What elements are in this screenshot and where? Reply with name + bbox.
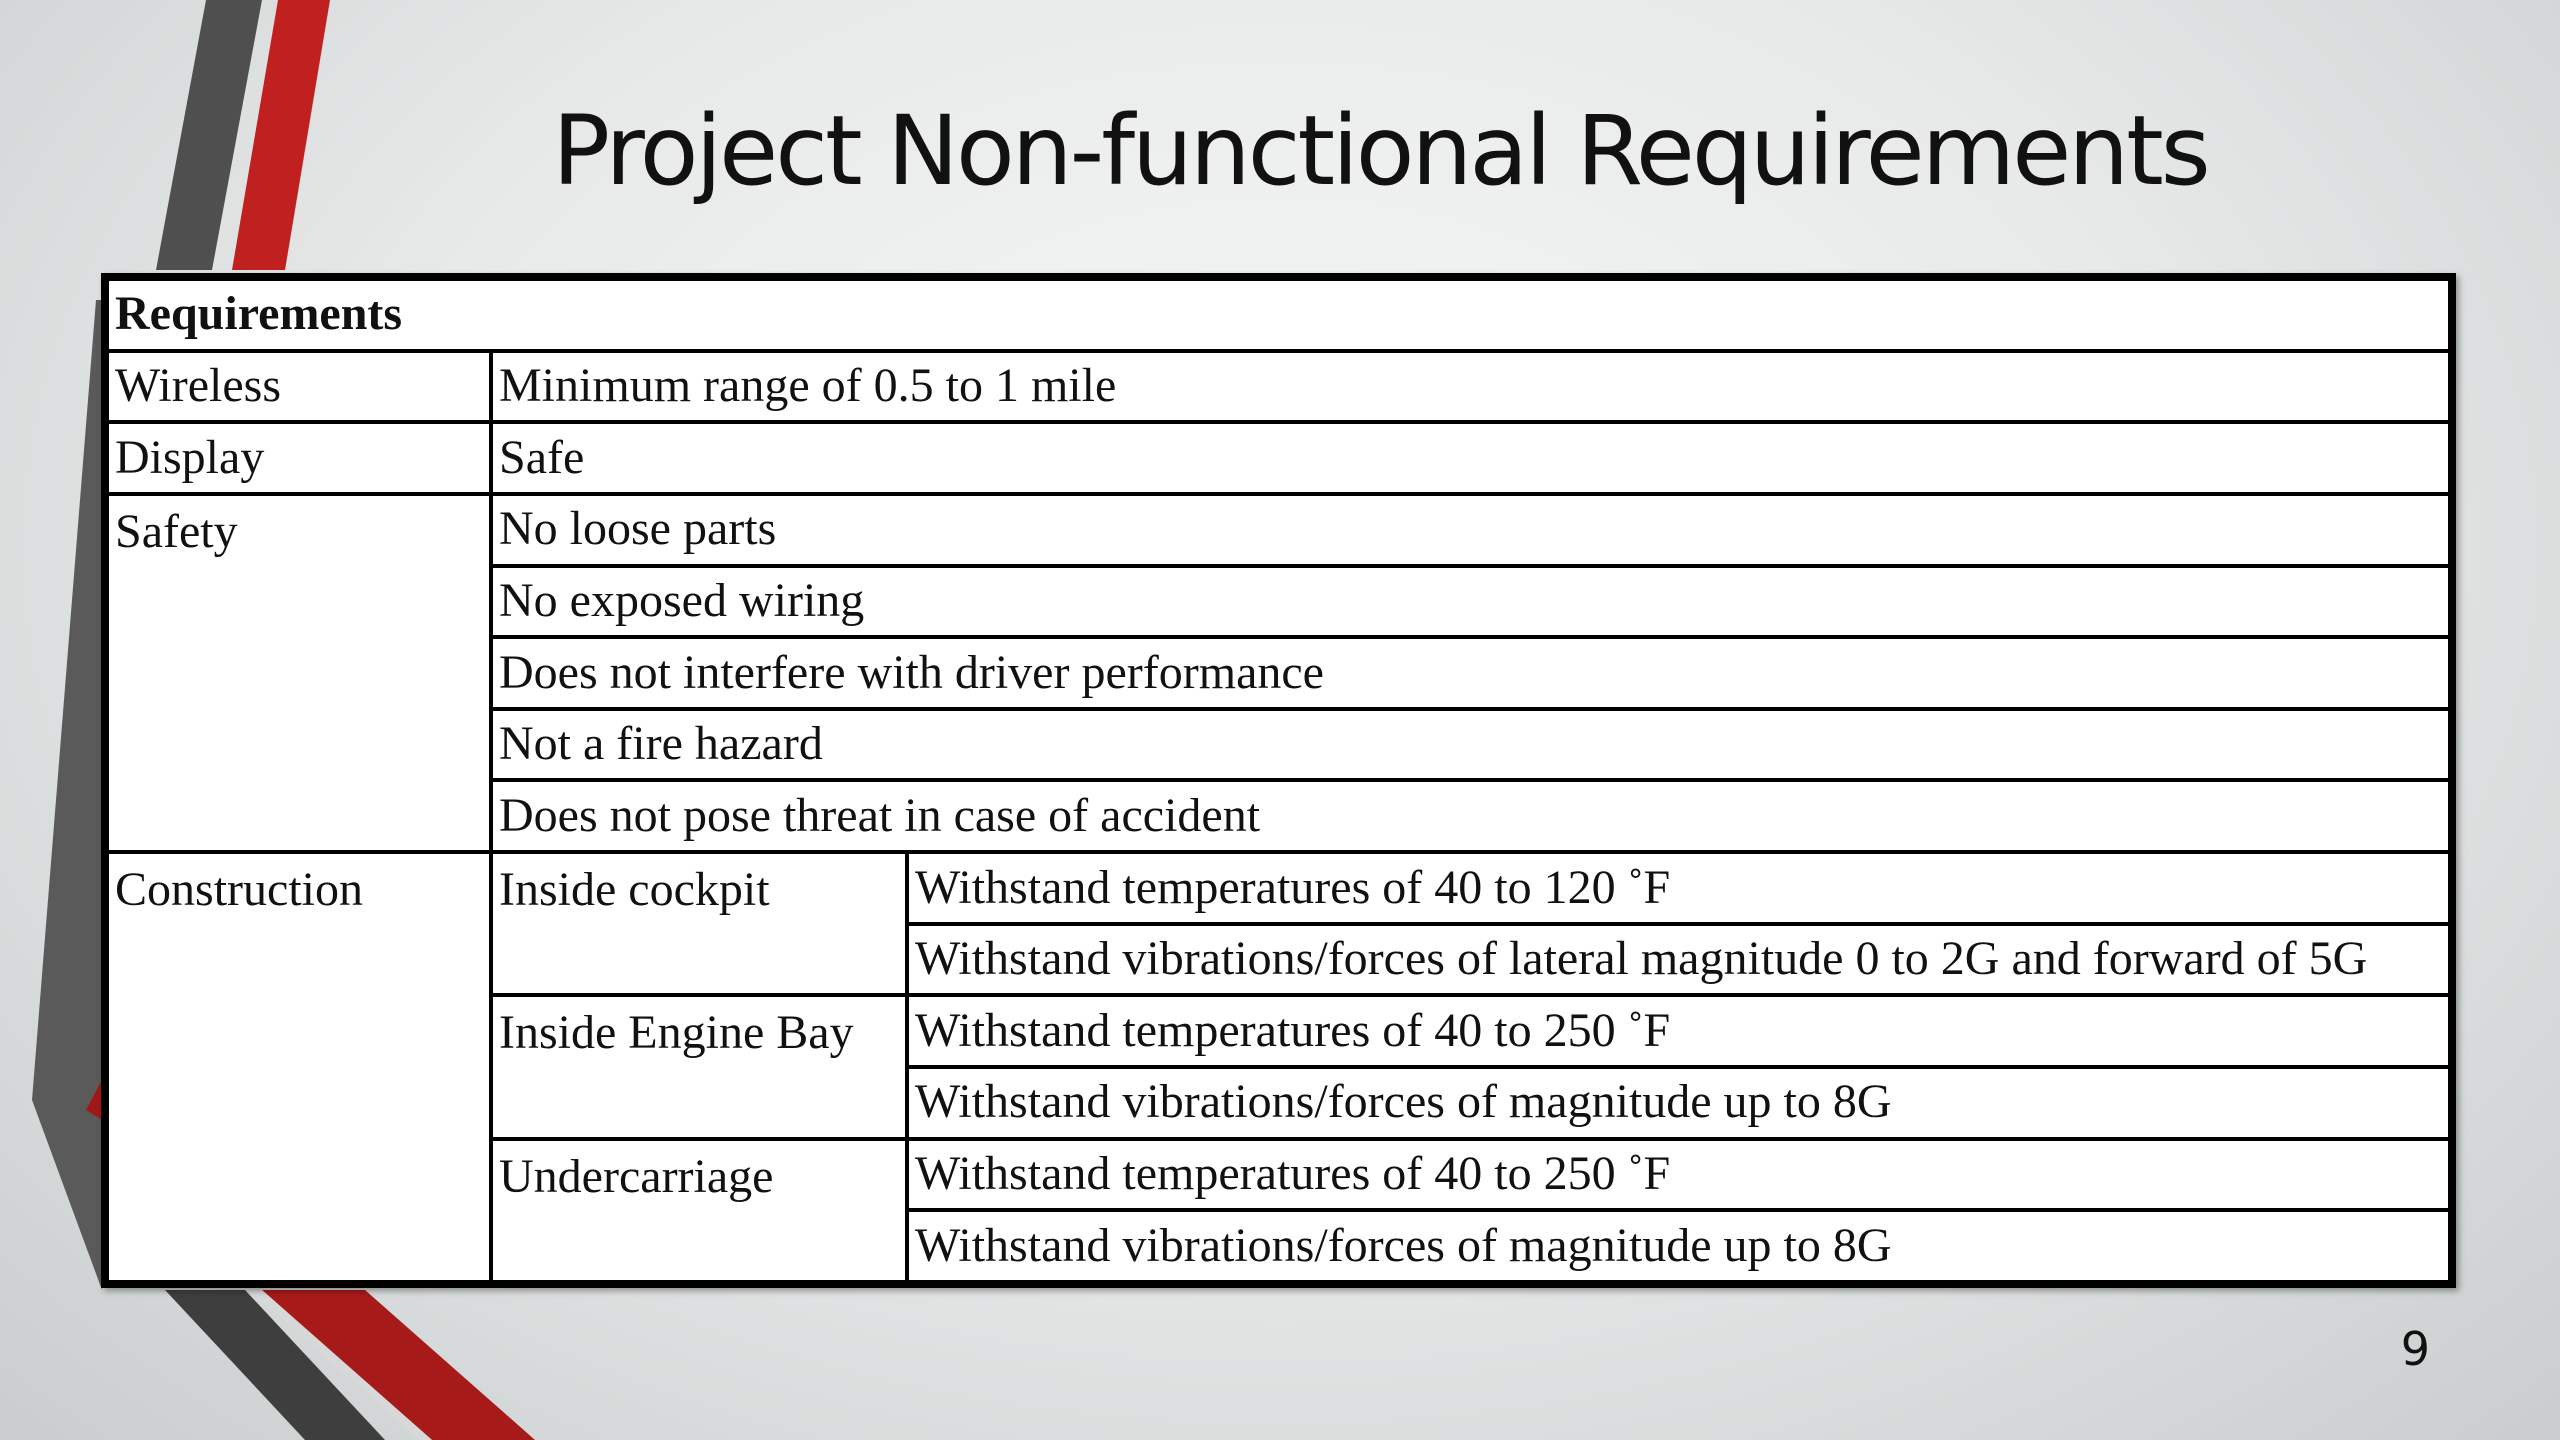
requirement-cell: Withstand vibrations/forces of lateral magnitude 0 to 2G and forward of 5G <box>907 924 2450 996</box>
requirement-cell: Minimum range of 0.5 to 1 mile <box>491 351 2450 423</box>
requirement-cell: Does not pose threat in case of accident <box>491 780 2450 852</box>
requirement-cell: Safe <box>491 422 2450 494</box>
table-row <box>107 852 2450 924</box>
table-header-row <box>107 279 2450 351</box>
slide-title: Project Non-functional Requirements <box>552 95 2208 207</box>
requirement-cell: Withstand temperatures of 40 to 250 ˚F <box>907 1139 2450 1211</box>
category-cell-display: Display <box>107 422 491 494</box>
category-cell-safety: Safety <box>107 494 491 852</box>
subcategory-cell-undercarriage: Undercarriage <box>491 1139 907 1282</box>
requirements-table-container <box>101 273 2456 1288</box>
requirement-cell: No loose parts <box>491 494 2450 566</box>
requirement-cell: No exposed wiring <box>491 566 2450 638</box>
requirement-cell: Withstand temperatures of 40 to 250 ˚F <box>907 995 2450 1067</box>
requirements-table <box>105 277 2452 1284</box>
table-row <box>107 422 2450 494</box>
requirement-cell: Withstand vibrations/forces of magnitude up to 8G <box>907 1210 2450 1282</box>
decor-gray-stripe-left <box>32 300 102 1290</box>
table-row <box>107 351 2450 423</box>
category-cell-wireless: Wireless <box>107 351 491 423</box>
requirement-cell: Does not interfere with driver performance <box>491 637 2450 709</box>
requirement-cell: Not a fire hazard <box>491 709 2450 781</box>
page-number: 9 <box>2400 1322 2430 1376</box>
category-cell-construction: Construction <box>107 852 491 1282</box>
table-header-cell: Requirements <box>107 279 2450 351</box>
subcategory-cell-inside-engine-bay: Inside Engine Bay <box>491 995 907 1138</box>
subcategory-cell-inside-cockpit: Inside cockpit <box>491 852 907 995</box>
table-row <box>107 494 2450 566</box>
requirement-cell: Withstand temperatures of 40 to 120 ˚F <box>907 852 2450 924</box>
requirement-cell: Withstand vibrations/forces of magnitude up to 8G <box>907 1067 2450 1139</box>
